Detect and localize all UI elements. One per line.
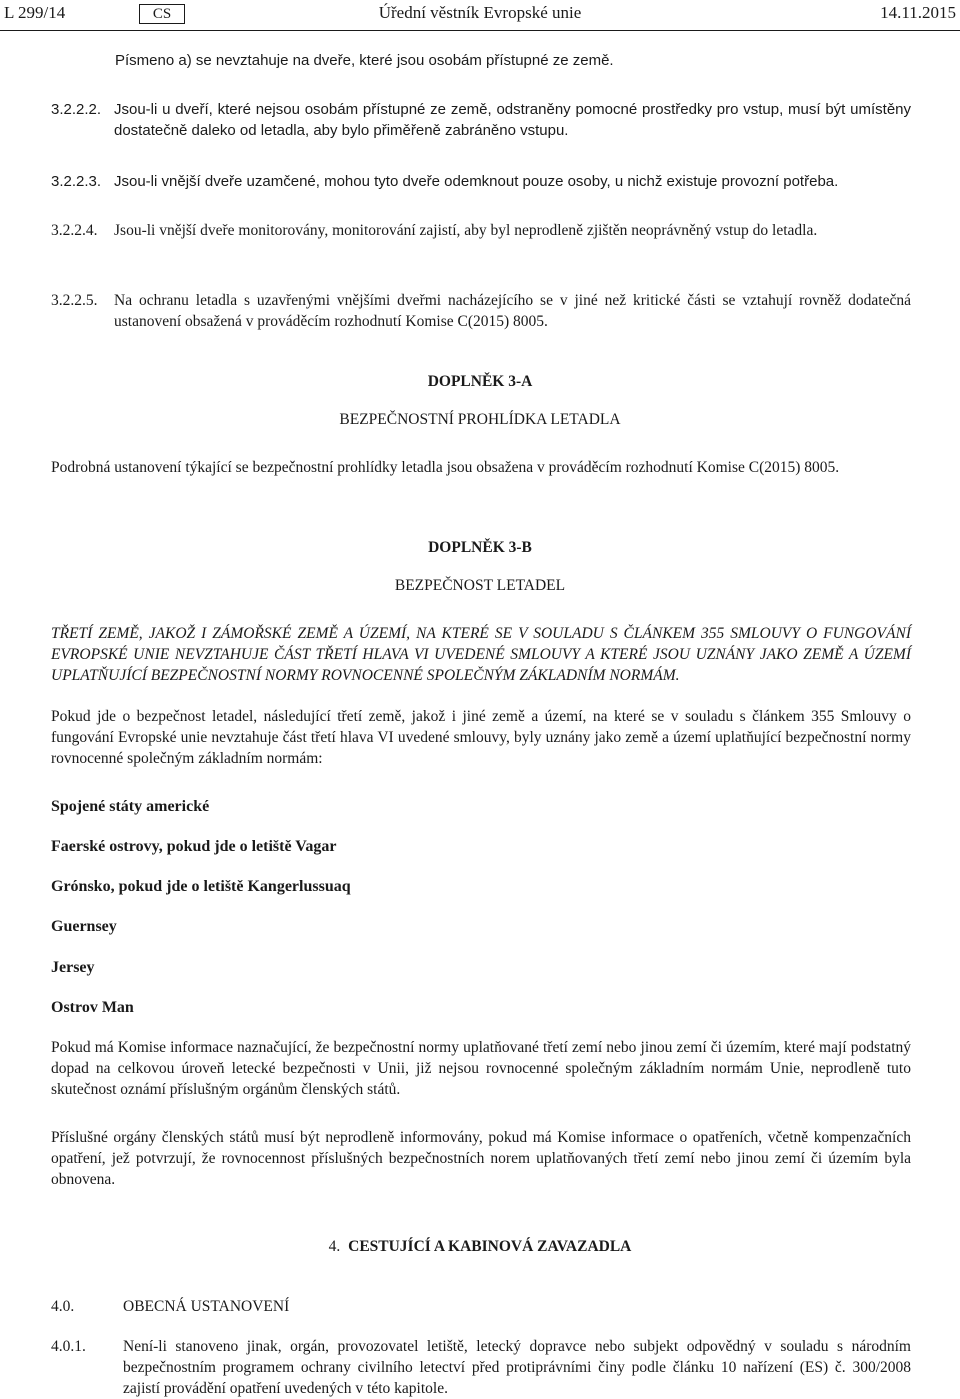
item-text: Jsou-li vnější dveře uzamčené, mohou tyto dveře odemknout pouze osoby, u nichž existuje provozní potřeba. xyxy=(114,173,839,190)
numbered-item xyxy=(51,220,911,241)
item-number: 3.2.2.4. xyxy=(51,222,98,239)
item-text: Jsou-li u dveří, které nejsou osobám přístupné ze země, odstraněny pomocné prostředky pro vstup, musí být umístěny dostatečně daleko od letadla, aby bylo přiměřeně zabráněno vstupu. xyxy=(114,101,911,139)
page-header xyxy=(4,2,956,24)
item-text: Není-li stanoveno jinak, orgán, provozovatel letiště, letecký dopravce nebo subjekt odpovědný v souladu s národním bezpečnostním programem ochrany civilního letectví před protiprávními činy podle článku 10 nařízení (ES) č. 300/2008 zajistí provádění opatření uvedených v této kapitole. xyxy=(123,1338,911,1397)
commission-paragraph: Pokud má Komise informace naznačující, že bezpečnostní normy uplatňované třetí zemí nebo jinou zemí či územím, které mají podstatný dopad na celkovou úroveň letecké bezpečnosti v Unii, již nejsou rovnocenné společným základním normám Unie, neprodleně tuto skutečnost oznámí příslušným orgánům členských států. xyxy=(51,1039,911,1098)
country-item: Ostrov Man xyxy=(51,999,134,1016)
item-number: 4.0.1. xyxy=(51,1338,86,1355)
item-text: Jsou-li vnější dveře monitorovány, monitorování zajistí, aby byl neprodleně zjištěn neoprávněný vstup do letadla. xyxy=(114,222,818,239)
country-item: Jersey xyxy=(51,959,95,976)
item-number: 3.2.2.2. xyxy=(51,101,102,118)
country-item: Grónsko, pokud jde o letiště Kangerlussuaq xyxy=(51,878,351,895)
numbered-item xyxy=(51,290,911,332)
subsection-title: OBECNÁ USTANOVENÍ xyxy=(123,1298,290,1315)
appendix-a-text: Podrobná ustanovení týkající se bezpečnostní prohlídky letadla jsou obsažena v prováděcím rozhodnutí Komise C(2015) 8005. xyxy=(51,459,840,476)
numbered-item xyxy=(51,1336,911,1399)
section-number: 4. xyxy=(328,1238,341,1255)
country-item: Spojené státy americké xyxy=(51,798,210,815)
item-number: 3.2.2.5. xyxy=(51,292,98,309)
appendix-b-heading: DOPLNĚK 3-B xyxy=(428,539,532,556)
section-title: CESTUJÍCÍ A KABINOVÁ ZAVAZADLA xyxy=(348,1238,632,1255)
publication-date: 14.11.2015 xyxy=(880,3,956,22)
appendix-b-italic-heading: TŘETÍ ZEMĚ, JAKOŽ I ZÁMOŘSKÉ ZEMĚ A ÚZEMÍ, NA KTERÉ SE V SOULADU S ČLÁNKEM 355 SMLOUVY O FUNGOVÁNÍ EVROPSKÉ UNIE NEVZTAHUJE ČÁST TŘETÍ HLAVA VI UVEDENÉ SMLOUVY A KTERÉ JSOU UZNÁNY JAKO ZEMĚ A ÚZEMÍ UPLATŇUJÍCÍ BEZPEČNOSTNÍ NORMY ROVNOCENNÉ SPOLEČNÝM ZÁKLADNÍM NORMÁM. xyxy=(51,625,911,684)
header-rule xyxy=(0,30,960,31)
section-heading xyxy=(0,1236,960,1257)
numbered-item xyxy=(51,171,911,192)
intro-paragraph: Písmeno a) se nevztahuje na dveře, které jsou osobám přístupné ze země. xyxy=(115,52,614,69)
appendix-a-subheading: BEZPEČNOSTNÍ PROHLÍDKA LETADLA xyxy=(339,411,621,428)
subsection-number: 4.0. xyxy=(51,1298,75,1315)
page-reference: L 299/14 xyxy=(4,3,66,22)
appendix-b-subheading: BEZPEČNOST LETADEL xyxy=(394,577,566,594)
country-item: Faerské ostrovy, pokud jde o letiště Vagar xyxy=(51,838,337,855)
appendix-b-text: Pokud jde o bezpečnost letadel, následující třetí země, jakož i jiné země a území, na které se v souladu s článkem 355 Smlouvy o fungování Evropské unie nevztahuje část třetí hlava VI uvedené smlouvy, byly uznány jako země a území uplatňující bezpečnostní normy rovnocenné společným základním normám: xyxy=(51,708,911,767)
appendix-a-heading: DOPLNĚK 3-A xyxy=(427,373,533,390)
country-item: Guernsey xyxy=(51,918,117,935)
authorities-paragraph: Příslušné orgány členských států musí být neprodleně informovány, pokud má Komise informace o opatřeních, včetně kompenzačních opatření, jež potvrzují, že rovnocennost příslušných bezpečnostních norem uplatňovaných třetí zemí nebo jinou zemí či územím byla obnovena. xyxy=(51,1129,911,1188)
item-number: 3.2.2.3. xyxy=(51,173,102,190)
language-badge: CS xyxy=(139,4,185,24)
numbered-item xyxy=(51,99,911,141)
item-text: Na ochranu letadla s uzavřenými vnějšími dveřmi nacházejícího se v jiné než kritické části se vztahují rovněž dodatečná ustanovení obsažená v prováděcím rozhodnutí Komise C(2015) 8005. xyxy=(114,292,911,330)
journal-title: Úřední věstník Evropské unie xyxy=(378,3,582,22)
